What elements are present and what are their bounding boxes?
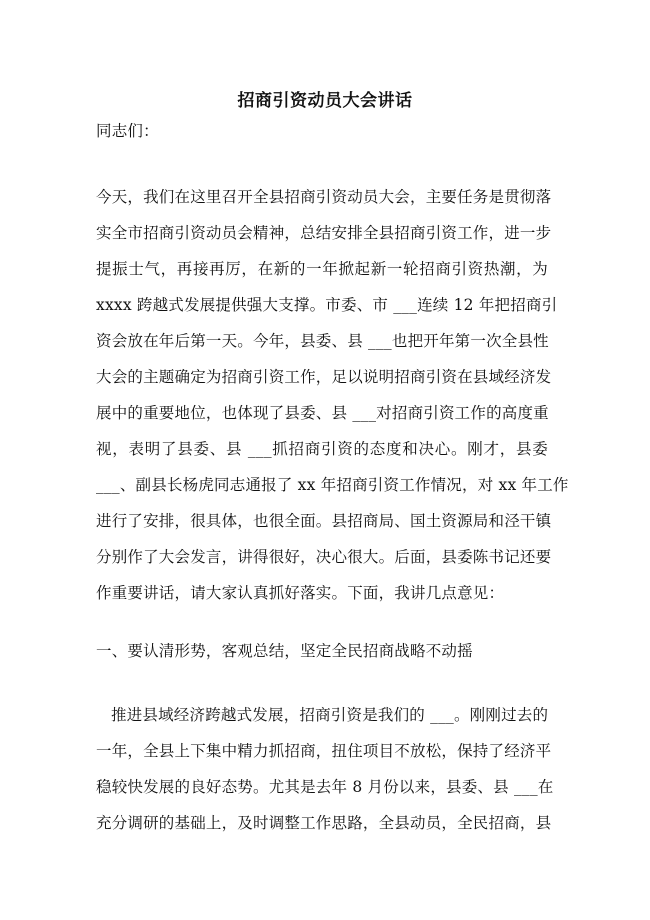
paragraph-line: 作重要讲话，请大家认真抓好落实。下面，我讲几点意见： (96, 584, 505, 602)
section-heading: 一、要认清形势，客观总结，坚定全民招商战略不动摇 (96, 642, 473, 660)
paragraph-line: 一年，全县上下集中精力抓招商，扭住项目不放松，保持了经济平 (96, 742, 552, 760)
paragraph-line: 分别作了大会发言，讲得很好，决心很大。后面，县委陈书记还要 (96, 548, 552, 566)
paragraph-line: 充分调研的基础上，及时调整工作思路，全县动员，全民招商，县 (96, 814, 552, 832)
paragraph-line: 大会的主题确定为招商引资工作，足以说明招商引资在县域经济发 (96, 368, 552, 386)
paragraph-line: 视，表明了县委、县 ___抓招商引资的态度和决心。刚才，县委 (96, 440, 548, 458)
document-title: 招商引资动员大会讲话 (237, 91, 413, 111)
paragraph-line: xxxx 跨越式发展提供强大支撑。市委、市 ___连续 12 年把招商引 (96, 296, 558, 314)
paragraph-line: 进行了安排，很具体，也很全面。县招商局、国土资源局和泾干镇 (96, 512, 552, 530)
paragraph-line: 实全市招商引资动员会精神，总结安排全县招商引资工作，进一步 (96, 224, 552, 242)
paragraph-line: ___、副县长杨虎同志通报了 xx 年招商引资工作情况，对 xx 年工作 (96, 476, 569, 494)
paragraph-line: 推进县域经济跨越式发展，招商引资是我们的 ___。刚刚过去的 (111, 706, 549, 724)
paragraph-line: 提振士气，再接再厉，在新的一年掀起新一轮招商引资热潮，为 (96, 260, 548, 278)
paragraph-line: 今天，我们在这里召开全县招商引资动员大会，主要任务是贯彻落 (96, 188, 552, 206)
paragraph-line: 展中的重要地位，也体现了县委、县 ___对招商引资工作的高度重 (96, 404, 549, 422)
paragraph-line: 资会放在年后第一天。今年，县委、县 ___也把开年第一次全县性 (96, 332, 549, 350)
paragraph-line: 稳较快发展的良好态势。尤其是去年 8 月份以来，县委、县 ___在 (96, 778, 554, 796)
salutation: 同志们： (96, 122, 159, 140)
